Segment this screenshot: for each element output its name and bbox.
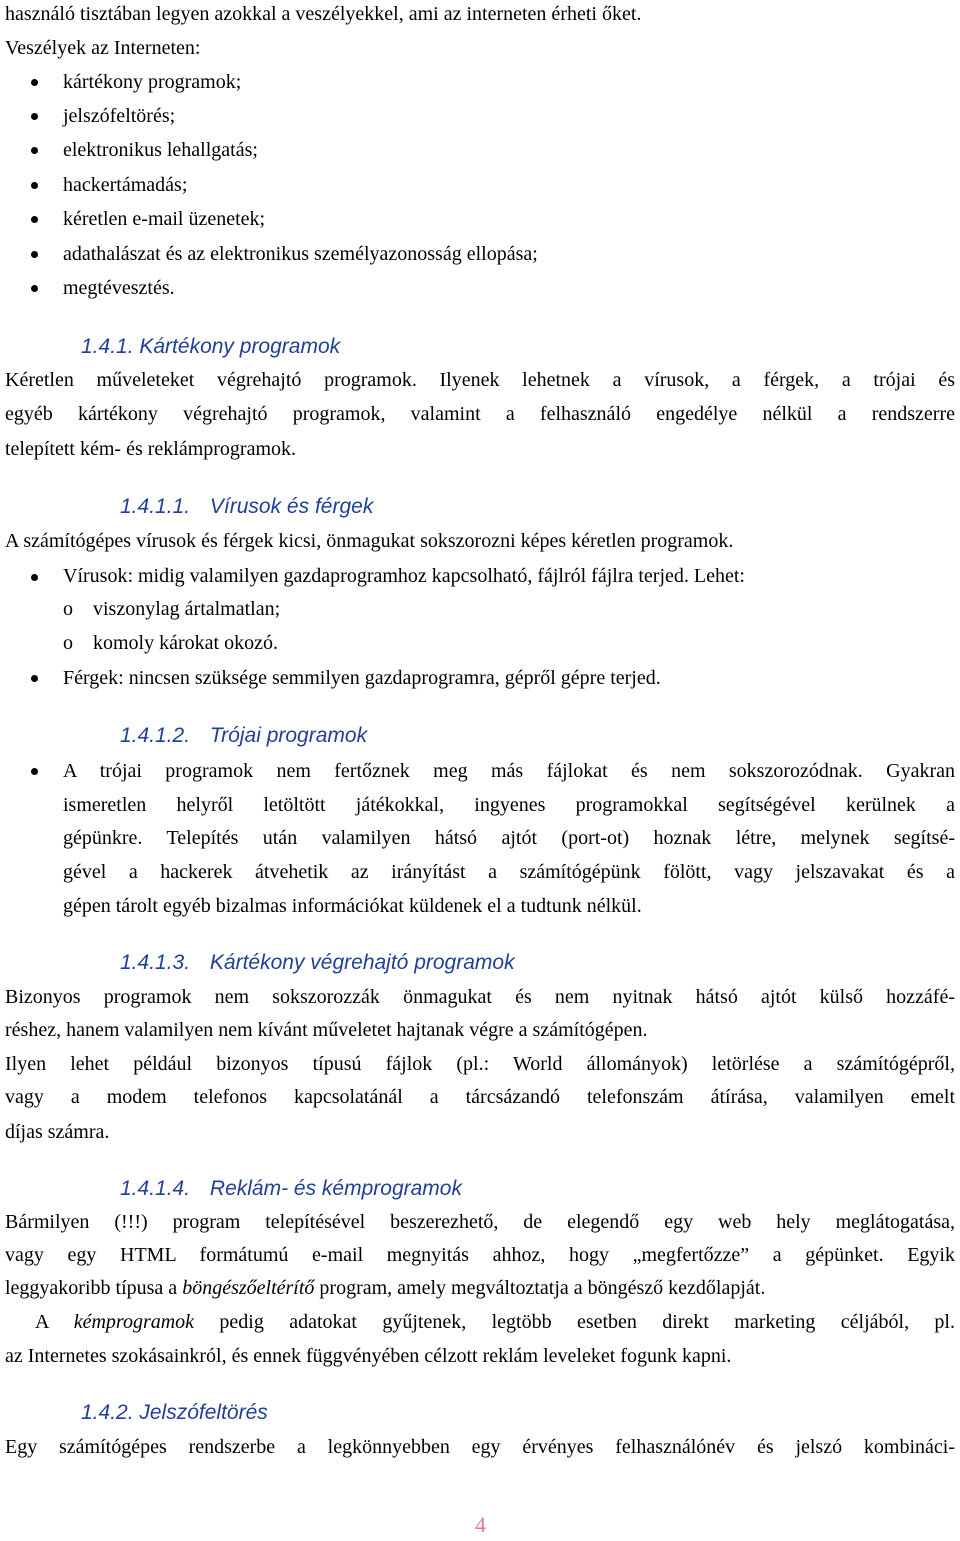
subsection-title: Trójai programok	[209, 724, 368, 747]
section-heading: 1.4.2. Jelszófeltörés	[81, 1401, 268, 1424]
text-run: program, amely megváltoztatja a böngésző kezdőlapját.	[314, 1277, 766, 1299]
text-line: gével a hackerek átvehetik az irányítást a számítógépünk fölött, vagy jelszavakat és a	[63, 861, 955, 883]
text-line: vagy egy HTML formátumú e-mail megnyitás ahhoz, hogy „megfertőzze” a gépünket. Egyik	[5, 1244, 955, 1266]
subsection-title: Vírusok és férgek	[209, 495, 374, 518]
list-item: Vírusok: midig valamilyen gazdaprogramhoz kapcsolható, fájlról fájlra terjed. Lehet:	[63, 565, 745, 587]
text-line	[5, 1276, 765, 1300]
bullet-icon	[31, 113, 38, 120]
text-line: gépünkre. Telepítés után valamilyen hátsó ajtót (port-ot) hoznak létre, melynek segítsé-	[63, 827, 955, 849]
text-line: Bizonyos programok nem sokszorozzák önmagukat és nem nyitnak hátsó ajtót külső hozzáfé-	[5, 986, 955, 1008]
list-item: kártékony programok;	[63, 71, 242, 93]
list-item: hackertámadás;	[63, 174, 188, 196]
bullet-icon	[31, 675, 38, 682]
subsection-heading	[120, 950, 515, 976]
text-line: A számítógépes vírusok és férgek kicsi, önmagukat sokszorozni képes kéretlen programok.	[5, 530, 734, 552]
list-item: megtévesztés.	[63, 277, 175, 299]
sub-bullet-marker: o	[63, 632, 73, 654]
list-item: Férgek: nincsen szüksége semmilyen gazdaprogramra, gépről gépre terjed.	[63, 667, 661, 689]
sub-bullet-marker: o	[63, 598, 73, 620]
bullet-icon	[31, 251, 38, 258]
sub-list-item: viszonylag ártalmatlan;	[93, 598, 281, 620]
text-line: Ilyen lehet például bizonyos típusú fájlok (pl.: World állományok) letörlése a számítógépről,	[5, 1053, 955, 1075]
text-line: ismeretlen helyről letöltött játékokkal, ingyenes programokkal segítségével kerülnek a	[63, 794, 955, 816]
section-heading: 1.4.1. Kártékony programok	[81, 335, 341, 358]
text-line: Bármilyen (!!!) program telepítésével beszerezhető, de elegendő egy web hely meglátogatása,	[5, 1211, 955, 1233]
subsection-number: 1.4.1.1.	[120, 495, 191, 518]
text-line: használó tisztában legyen azokkal a veszélyekkel, ami az interneten érheti őket.	[5, 3, 642, 25]
text-run: A	[35, 1311, 74, 1333]
list-item: jelszófeltörés;	[63, 105, 176, 127]
bullet-icon	[31, 182, 38, 189]
text-line: egyéb kártékony végrehajtó programok, valamint a felhasználó engedélye nélkül a rendszerre	[5, 403, 955, 425]
subsection-number: 1.4.1.4.	[120, 1177, 191, 1200]
text-run: leggyakoribb típusa a	[5, 1277, 183, 1299]
list-item: adathalászat és az elektronikus személyazonosság ellopása;	[63, 243, 538, 265]
bullet-icon	[31, 79, 38, 86]
text-line: réshez, hanem valamilyen nem kívánt műveletet hajtanak végre a számítógépen.	[5, 1019, 648, 1041]
subsection-heading	[120, 723, 367, 749]
text-line: telepített kém- és reklámprogramok.	[5, 438, 297, 460]
page-number: 4	[475, 1512, 486, 1537]
bullet-icon	[31, 574, 38, 581]
dangers-title: Veszélyek az Interneten:	[5, 37, 201, 59]
emphasis-text: böngészőeltérítő	[182, 1277, 315, 1299]
bullet-icon	[31, 285, 38, 292]
emphasis-text: kémprogramok	[73, 1311, 195, 1333]
subsection-heading	[120, 1176, 462, 1202]
text-run: pedig adatokat gyűjtenek, legtöbb esetben direkt marketing céljából, pl.	[194, 1311, 955, 1333]
subsection-number: 1.4.1.2.	[120, 724, 191, 747]
text-line: az Internetes szokásainkról, és ennek függvényében célzott reklám leveleket fogunk kapni.	[5, 1345, 732, 1367]
sub-list-item: komoly károkat okozó.	[93, 632, 278, 654]
text-line	[35, 1310, 955, 1334]
subsection-number: 1.4.1.3.	[120, 951, 191, 974]
text-line: Egy számítógépes rendszerbe a legkönnyebben egy érvényes felhasználónév és jelszó kombináci-	[5, 1436, 955, 1458]
subsection-heading	[120, 494, 373, 520]
subsection-title: Kártékony végrehajtó programok	[209, 951, 515, 974]
list-item: elektronikus lehallgatás;	[63, 139, 258, 161]
bullet-icon	[31, 216, 38, 223]
text-line: Kéretlen műveleteket végrehajtó programok. Ilyenek lehetnek a vírusok, a férgek, a trójai és	[5, 369, 955, 391]
text-line: vagy a modem telefonos kapcsolatánál a tárcsázandó telefonszám átírása, valamilyen emelt	[5, 1086, 955, 1108]
text-line: A trójai programok nem fertőznek meg más fájlokat és nem sokszorozódnak. Gyakran	[63, 760, 955, 782]
list-item: kéretlen e-mail üzenetek;	[63, 208, 266, 230]
text-line: díjas számra.	[5, 1121, 110, 1143]
text-line: gépen tárolt egyéb bizalmas információkat küldenek el a tudtunk nélkül.	[63, 895, 642, 917]
subsection-title: Reklám- és kémprogramok	[209, 1177, 462, 1200]
bullet-icon	[31, 768, 38, 775]
bullet-icon	[31, 147, 38, 154]
